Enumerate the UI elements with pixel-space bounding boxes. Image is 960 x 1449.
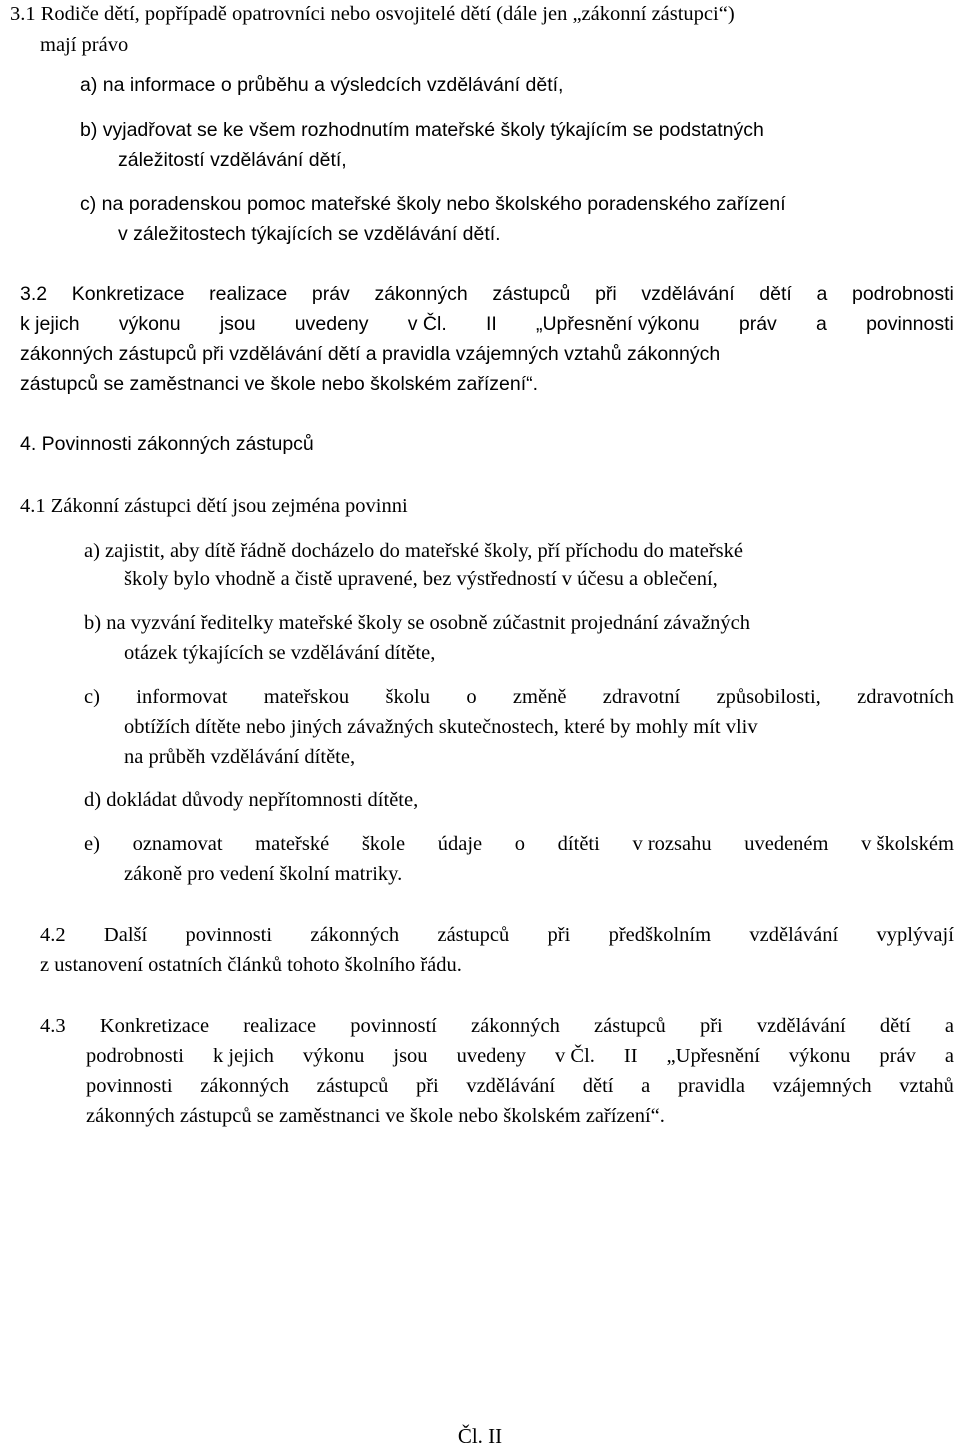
word: výkonu [118, 313, 181, 335]
word: při [595, 283, 617, 305]
word: při [699, 1015, 723, 1037]
word: Další [103, 924, 148, 946]
word: práv [738, 313, 777, 335]
word: zástupců [594, 1015, 666, 1037]
word: mateřské [255, 833, 330, 855]
p41-item-a-line2: školy bylo vhodně a čistě upravené, bez výstředností v účesu a oblečení, [124, 568, 718, 590]
p41-item-e-line2: zákoně pro vedení školní matriky. [124, 863, 403, 885]
p41-item-c-line3: na průběh vzdělávání dítěte, [124, 746, 356, 768]
word: dětí [582, 1075, 614, 1097]
word: při [547, 924, 571, 946]
p42-line2: z ustanovení ostatních článků tohoto školního řádu. [40, 954, 462, 976]
p31-line1: 3.1 Rodiče dětí, popřípadě opatrovníci nebo osvojitelé dětí (dále jen „zákonní zástupci“) [10, 3, 735, 25]
word: škole [361, 833, 406, 855]
p31-item-c-line1: c) na poradenskou pomoc mateřské školy nebo školského poradenského zařízení [80, 193, 786, 215]
p41-item-b-line1: b) na vyzvání ředitelky mateřské školy se osobně zúčastnit projednání závažných [84, 612, 751, 634]
word: Konkretizace [99, 1015, 210, 1037]
p32-line4: zástupců se zaměstnanci ve škole nebo školském zařízení“. [20, 373, 539, 395]
word: k jejich [212, 1045, 274, 1067]
p31-item-c-line2: v záležitostech týkajících se vzdělávání dětí. [118, 223, 501, 245]
word: pravidla [677, 1075, 745, 1097]
p31-item-a: a) na informace o průběhu a výsledcích vzdělávání dětí, [80, 74, 564, 96]
word: „Upřesnění [666, 1045, 760, 1067]
word: 3.2 [20, 283, 48, 305]
p32-line3: zákonných zástupců při vzdělávání dětí a pravidla vzájemných vztahů zákonných [20, 343, 721, 365]
word: realizace [209, 283, 288, 305]
word: zákonných [200, 1075, 289, 1097]
section-4-heading: 4. Povinnosti zákonných zástupců [20, 433, 314, 455]
word: mateřskou [263, 686, 350, 708]
word: „Upřesnění výkonu [535, 313, 700, 335]
p41-intro: 4.1 Zákonní zástupci dětí jsou zejména povinni [20, 495, 408, 517]
page-footer-article: Čl. II [457, 1424, 503, 1448]
p32-line1 [20, 281, 954, 307]
word: povinností [350, 1015, 437, 1037]
word: e) [84, 833, 100, 855]
word: v rozsahu [632, 833, 712, 855]
word: vzdělávání [466, 1075, 556, 1097]
word: o [466, 686, 477, 708]
p41-item-e-line1 [84, 831, 954, 857]
word: a [816, 313, 827, 335]
word: v školském [861, 833, 954, 855]
p41-item-d: d) dokládat důvody nepřítomnosti dítěte, [84, 789, 419, 811]
word: zákonných [471, 1015, 560, 1037]
word: II [623, 1045, 638, 1067]
word: vyplývají [876, 924, 954, 946]
word: II [485, 313, 497, 335]
word: vzájemných [772, 1075, 872, 1097]
word: dětí [879, 1015, 911, 1037]
word: uvedeném [744, 833, 829, 855]
word: zástupců [437, 924, 510, 946]
word: a [816, 283, 828, 305]
word: uvedeny [294, 313, 369, 335]
word: informovat [136, 686, 228, 708]
word: zákonných [310, 924, 400, 946]
p43-line4: zákonných zástupců se zaměstnanci ve škole nebo školském zařízení“. [86, 1105, 665, 1127]
word: zástupců [492, 283, 571, 305]
word: zdravotních [857, 686, 954, 708]
word: a [641, 1075, 651, 1097]
word: realizace [243, 1015, 317, 1037]
word: uvedeny [456, 1045, 527, 1067]
word: oznamovat [132, 833, 223, 855]
word: dětí [759, 283, 792, 305]
p31-item-b-line1: b) vyjadřovat se ke všem rozhodnutím mateřské školy týkajícím se podstatných [80, 119, 764, 141]
word: vzdělávání [641, 283, 735, 305]
word: školu [385, 686, 430, 708]
word: zákonných [374, 283, 468, 305]
word: jsou [219, 313, 256, 335]
p43-line3 [86, 1073, 954, 1099]
word: změně [512, 686, 567, 708]
p41-item-a-line1: a) zajistit, aby dítě řádně docházelo do mateřské školy, pří příchodu do mateřské [84, 540, 744, 562]
word: c) [84, 686, 100, 708]
word: způsobilosti, [716, 686, 821, 708]
word: k jejich [20, 313, 80, 335]
word: podrobnosti [86, 1045, 184, 1067]
p43-line1 [40, 1013, 954, 1039]
p41-item-c-line1 [84, 684, 954, 710]
p43-line2 [86, 1043, 954, 1069]
word: předškolním [608, 924, 712, 946]
word: výkonu [302, 1045, 365, 1067]
p42-line1 [40, 922, 954, 948]
word: v Čl. [407, 313, 447, 335]
word: povinnosti [866, 313, 954, 335]
word: práv [879, 1045, 916, 1067]
word: o [514, 833, 526, 855]
word: jsou [393, 1045, 428, 1067]
word: a [944, 1045, 954, 1067]
word: zdravotní [602, 686, 681, 708]
word: vztahů [899, 1075, 954, 1097]
word: 4.3 [40, 1015, 66, 1037]
p32-line2 [20, 311, 954, 337]
word: dítěti [557, 833, 600, 855]
p31-item-b-line2: záležitostí vzdělávání dětí, [118, 149, 347, 171]
p41-item-b-line2: otázek týkajících se vzdělávání dítěte, [124, 642, 436, 664]
p41-item-c-line2: obtížích dítěte nebo jiných závažných skutečnostech, které by mohly mít vliv [124, 716, 758, 738]
word: povinnosti [185, 924, 273, 946]
word: povinnosti [86, 1075, 173, 1097]
word: zástupců [316, 1075, 389, 1097]
word: výkonu [788, 1045, 851, 1067]
word: vzdělávání [756, 1015, 846, 1037]
word: 4.2 [40, 924, 66, 946]
word: a [944, 1015, 954, 1037]
word: v Čl. [555, 1045, 595, 1067]
p31-line2: mají právo [40, 34, 129, 56]
word: vzdělávání [749, 924, 839, 946]
word: práv [311, 283, 350, 305]
word: podrobnosti [851, 283, 954, 305]
word: při [415, 1075, 439, 1097]
word: údaje [437, 833, 483, 855]
word: Konkretizace [71, 283, 185, 305]
